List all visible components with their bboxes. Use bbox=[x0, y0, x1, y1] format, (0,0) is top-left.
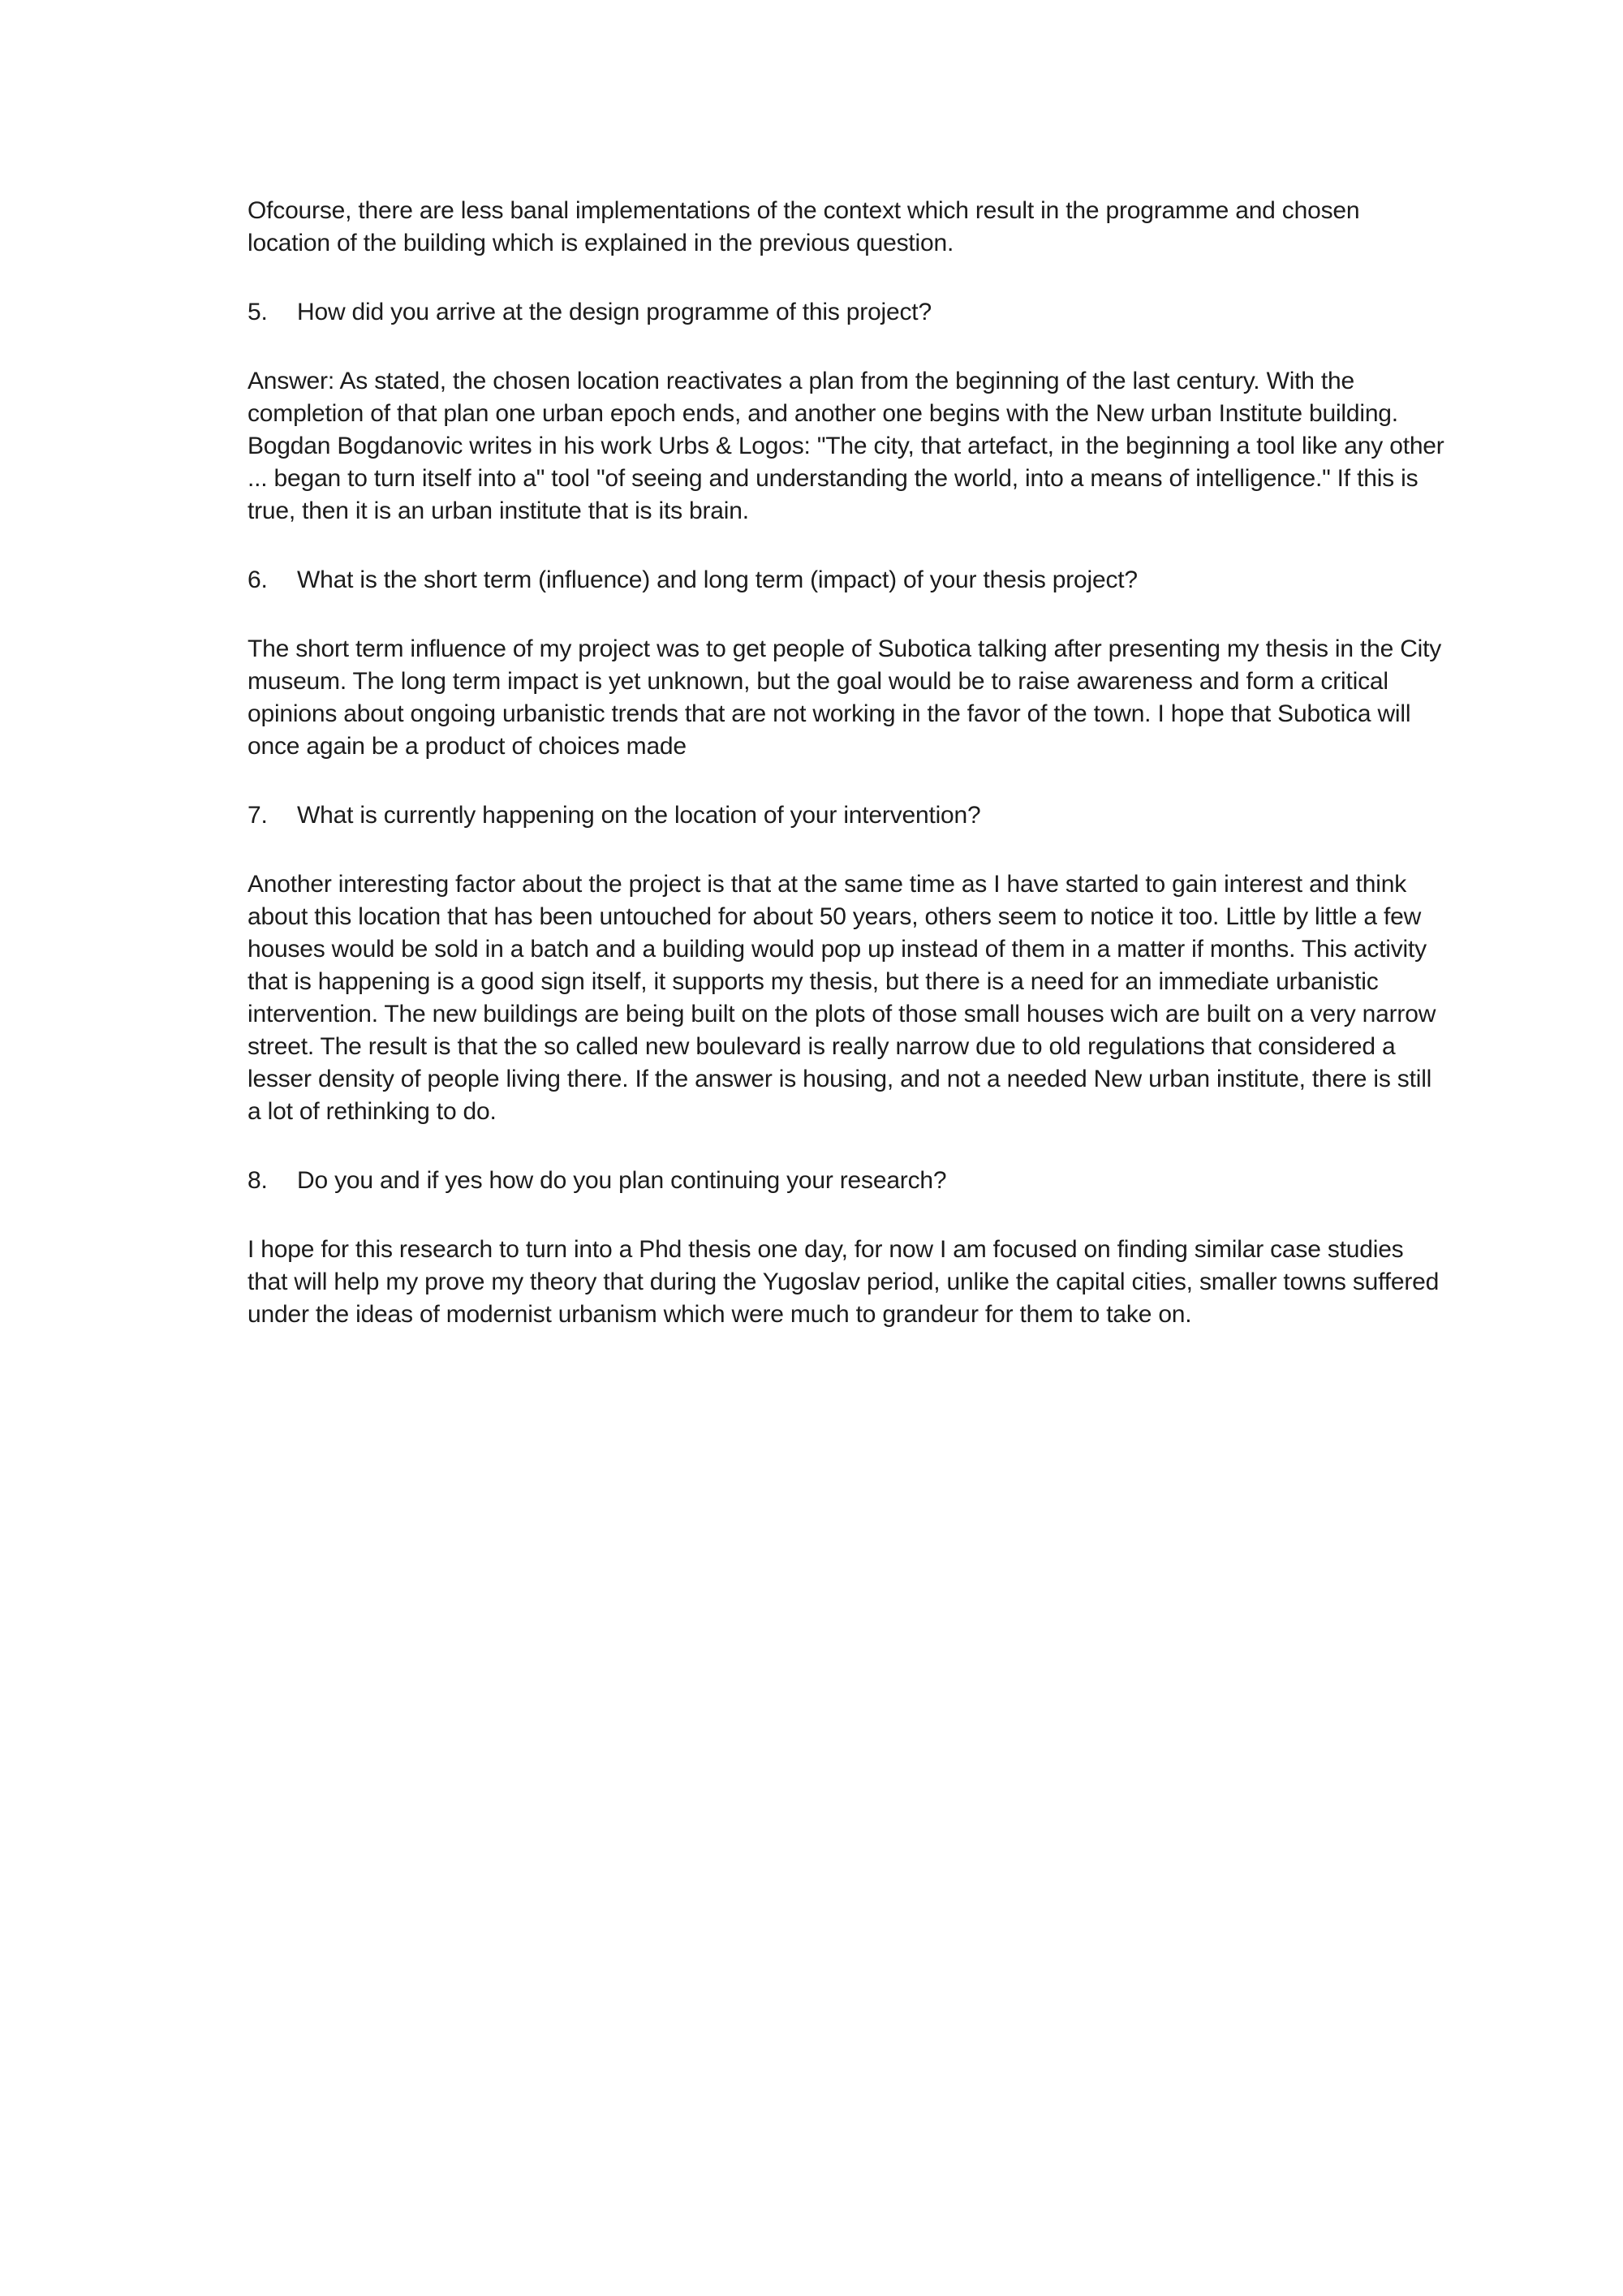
document-page bbox=[248, 195, 1449, 1368]
question-text: What is the short term (influence) and long term (impact) of your thesis project? bbox=[297, 566, 1138, 593]
question-8 bbox=[248, 1165, 1449, 1197]
question-number: 5. bbox=[248, 299, 268, 325]
question-number: 7. bbox=[248, 802, 268, 829]
answer-5: Answer: As stated, the chosen location reactivates a plan from the beginning of the last century. With the completion of that plan one urban epoch ends, and another one begins with the New urban Institute building. Bogdan Bogdanovic writes in his work Urbs & Logos: "The city, that artefact, in the beginning a tool like any other ... began to turn itself into a" tool "of seeing and understanding the world, into a means of intelligence." If this is true, then it is an urban institute that is its brain. bbox=[248, 368, 1444, 524]
question-6 bbox=[248, 564, 1449, 597]
question-text: Do you and if yes how do you plan continuing your research? bbox=[297, 1167, 947, 1194]
answer-7: Another interesting factor about the project is that at the same time as I have started to gain interest and think about this location that has been untouched for about 50 years, others seem to notice it too. Little by little a few houses would be sold in a batch and a building would pop up instead of them in a matter if months. This activity that is happening is a good sign itself, it supports my thesis, but there is a need for an immediate urbanistic intervention. The new buildings are being built on the plots of those small houses wich are built on a very narrow street. The result is that the so called new boulevard is really narrow due to old regulations that considered a lesser density of people living there. If the answer is housing, and not a needed New urban institute, there is still a lot of rethinking to do. bbox=[248, 871, 1436, 1125]
question-number: 8. bbox=[248, 1167, 268, 1194]
answer-6: The short term influence of my project was to get people of Subotica talking after presenting my thesis in the City museum. The long term impact is yet unknown, but the goal would be to raise awareness and form a critical opinions about ongoing urbanistic trends that are not working in the favor of the town. I hope that Subotica will once again be a product of choices made bbox=[248, 635, 1442, 760]
intro-paragraph: Ofcourse, there are less banal implementations of the context which result in the programme and chosen location of the building which is explained in the previous question. bbox=[248, 197, 1360, 256]
question-number: 6. bbox=[248, 566, 268, 593]
answer-8: I hope for this research to turn into a Phd thesis one day, for now I am focused on finding similar case studies that will help my prove my theory that during the Yugoslav period, unlike the capital cities, smaller towns suffered under the ideas of modernist urbanism which were much to grandeur for them to take on. bbox=[248, 1236, 1440, 1328]
question-7 bbox=[248, 799, 1449, 832]
question-text: How did you arrive at the design programme of this project? bbox=[297, 299, 932, 325]
question-5 bbox=[248, 296, 1449, 329]
question-text: What is currently happening on the location of your intervention? bbox=[297, 802, 981, 829]
